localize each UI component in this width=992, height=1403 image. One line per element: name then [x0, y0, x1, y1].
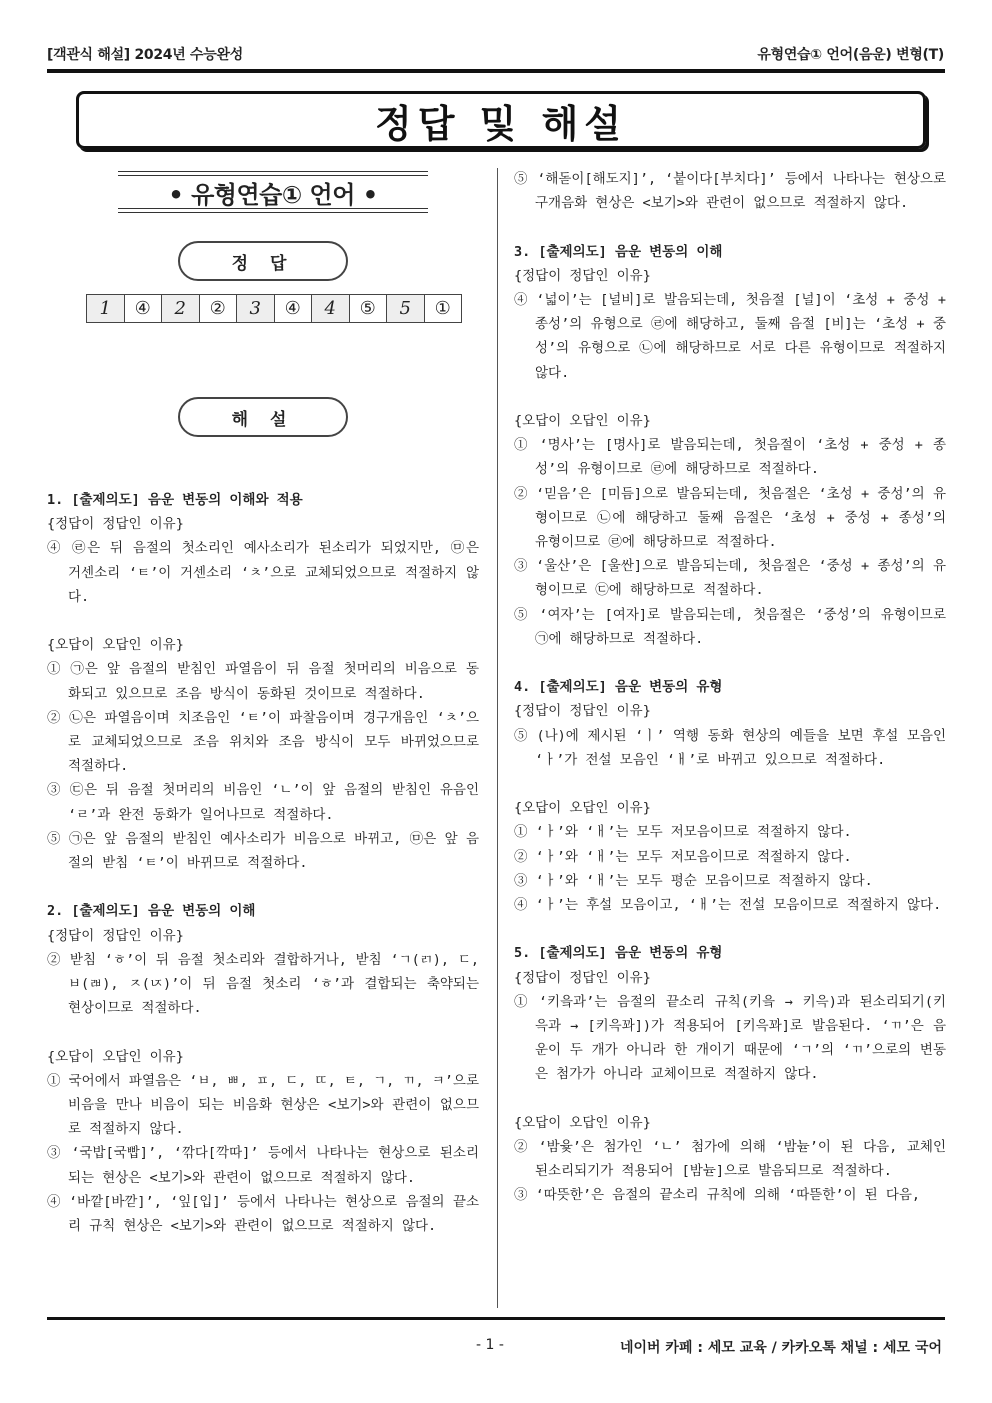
explanation-item: ⑤ ‘해돋이[해도지]’, ‘붙이다[부치다]’ 등에서 나타나는 현상으로 구개음화 현상은 <보기>와 관련이 없으므로 적절하지 않다. [514, 171, 946, 212]
subheading: {정답이 정답인 이유} [514, 267, 651, 284]
answer-question-number: 1 [87, 295, 125, 323]
paragraph-gap [514, 215, 946, 239]
answer-question-number: 2 [162, 295, 200, 323]
section-title: • 유형연습① 언어 • [118, 171, 428, 213]
header-left: [객관식 해설] 2024년 수능완성 [47, 47, 243, 63]
question-heading: 3. [출제의도] 음운 변동의 이해 [514, 243, 723, 260]
header-rule [47, 69, 945, 73]
paragraph-gap [514, 651, 946, 675]
answer-choice: ④ [124, 295, 162, 323]
explanation-item: ① ‘명사’는 [명사]로 발음되는데, 첫음절이 ‘초성 + 중성 + 종성’의 유형이므로 ㉣에 해당하므로 적절하다. [514, 437, 946, 478]
explanation-item: ② ‘밤윷’은 첨가인 ‘ㄴ’ 첨가에 의해 ‘밤뉻’이 된 다음, 교체인 된소리되기가 적용되어 [밤뉻]으로 발음되므로 적절하다. [514, 1139, 946, 1180]
subheading: {정답이 정답인 이유} [514, 969, 651, 986]
explanation-item: ③ ‘따뜻한’은 음절의 끝소리 규칙에 의해 ‘따뜯한’이 된 다음, [514, 1187, 921, 1204]
footer-rule [47, 1317, 945, 1320]
explanation-item: ② ‘믿음’은 [미듬]으로 발음되는데, 첫음절은 ‘초성 + 중성’의 유형이므로 ㉡에 해당하고 둘째 음절은 ‘초성 + 중성 + 종성’의 유형이므로 ㉣에 해당하므로 적절하다. [514, 485, 946, 551]
subheading: {정답이 정답인 이유} [47, 516, 184, 533]
explanation-item: ④ ㉣은 뒤 음절의 첫소리인 예사소리가 된소리가 되었지만, ㉤은 거센소리 ‘ㅌ’이 거센소리 ‘ㅊ’으로 교체되었으므로 적절하지 않다. [47, 540, 479, 605]
question-heading: 5. [출제의도] 음운 변동의 유형 [514, 945, 723, 962]
explanation-item: ⑤ ㉠은 앞 음절의 받침인 예사소리가 비음으로 바뀌고, ㉤은 앞 음절의 받침 ‘ㅌ’이 바뀌므로 적절하다. [47, 830, 479, 872]
paragraph-gap [47, 875, 479, 899]
question-heading: 1. [출제의도] 음운 변동의 이해와 적용 [47, 492, 303, 508]
paragraph-gap [47, 609, 479, 633]
explanation-item: ④ ‘ㅏ’는 후설 모음이고, ‘ㅐ’는 전설 모음이므로 적절하지 않다. [514, 897, 942, 914]
paragraph-gap [47, 1020, 479, 1044]
paragraph-gap [514, 917, 946, 941]
subheading: {오답이 오답인 이유} [47, 1048, 184, 1065]
answer-table [86, 294, 462, 323]
explanation-item: ⑤ (나)에 제시된 ‘ㅣ’ 역행 동화 현상의 예들을 보면 후설 모음인 ‘ㅏ’가 전설 모음인 ‘ㅐ’로 바뀌고 있으므로 적절하다. [514, 727, 946, 768]
subheading: {오답이 오답인 이유} [47, 637, 184, 654]
explanation-item: ③ ‘국밥[국빱]’, ‘깎다[깍따]’ 등에서 나타나는 현상으로 된소리 되는 현상은 <보기>와 관련이 없으므로 적절하지 않다. [47, 1145, 479, 1186]
paragraph-gap [514, 385, 946, 409]
answer-question-number: 5 [387, 295, 425, 323]
explanation-item: ① 국어에서 파열음은 ‘ㅂ, ㅃ, ㅍ, ㄷ, ㄸ, ㅌ, ㄱ, ㄲ, ㅋ’으로 비음을 만나 비음이 되는 비음화 현상은 <보기>와 관련이 없으므로 적절하지 않다. [47, 1072, 479, 1138]
question-heading: 2. [출제의도] 음운 변동의 이해 [47, 903, 256, 920]
explanation-item: ① ‘키읔과’는 음절의 끝소리 규칙(키읔 → 키윽)과 된소리되기(키윽과 → [키윽꽈])가 적용되어 [키윽꽈]로 발음된다. ‘ㄲ’은 음운이 두 개가 아니라 한 개이기 때문에 ‘ㄱ’의 ‘ㄲ’으로의 변동은 첨가가 아니라 교체이므로 적절하지 않다. [514, 993, 946, 1083]
subheading: {정답이 정답인 이유} [47, 927, 184, 944]
explanation-item: ② ㉡은 파열음이며 치조음인 ‘ㅌ’이 파찰음이며 경구개음인 ‘ㅊ’으로 교체되었으므로 조음 위치와 조음 방식이 모두 바뀌었으므로 적절하다. [47, 709, 479, 775]
answer-choice: ④ [274, 295, 312, 323]
answer-choice: ② [199, 295, 237, 323]
subheading: {정답이 정답인 이유} [514, 703, 651, 720]
explanation-item: ① ㉠은 앞 음절의 받침인 파열음이 뒤 음절 첫머리의 비음으로 동화되고 있으므로 조음 방식이 동화된 것이므로 적절하다. [47, 661, 479, 702]
paragraph-gap [514, 772, 946, 796]
explanation-item: ③ ‘ㅏ’와 ‘ㅐ’는 모두 평순 모음이므로 적절하지 않다. [514, 872, 873, 889]
question-heading: 4. [출제의도] 음운 변동의 유형 [514, 679, 723, 696]
explanation-item: ③ ㉢은 뒤 음절 첫머리의 비음인 ‘ㄴ’이 앞 음절의 받침인 유음인 ‘ㄹ’과 완전 동화가 일어나므로 적절하다. [47, 782, 479, 823]
explanation-label: 해 설 [178, 397, 348, 437]
answer-choice: ⑤ [349, 295, 387, 323]
page-title: 정답 및 해설 [76, 91, 926, 149]
right-column [514, 167, 946, 1208]
explanation-item: ② ‘ㅏ’와 ‘ㅐ’는 모두 저모음이므로 적절하지 않다. [514, 848, 852, 865]
footer-credit: 네이버 카페 : 세모 교육 / 카카오톡 채널 : 세모 국어 [619, 1340, 942, 1356]
answer-choice: ① [424, 295, 462, 323]
header-right: 유형연습① 언어(음운) 변형(T) [757, 47, 944, 63]
subheading: {오답이 오답인 이유} [514, 800, 651, 817]
answer-question-number: 3 [237, 295, 275, 323]
explanation-item: ⑤ ‘여자’는 [여자]로 발음되는데, 첫음절은 ‘중성’의 유형이므로 ㉠에 해당하므로 적절하다. [514, 606, 946, 647]
left-column [47, 488, 479, 1238]
page-number: - 1 - [476, 1337, 504, 1353]
subheading: {오답이 오답인 이유} [514, 1114, 651, 1131]
explanation-item: ④ ‘넓이’는 [널비]로 발음되는데, 첫음절 [널]이 ‘초성 + 중성 + 종성’의 유형으로 ㉣에 해당하고, 둘째 음절 [비]는 ‘초성 + 중성’의 유형으로 ㉡에 해당하므로 서로 다른 유형이므로 적절하지 않다. [514, 292, 946, 381]
paragraph-gap [514, 1087, 946, 1111]
answer-question-number: 4 [312, 295, 350, 323]
column-divider [497, 168, 498, 1308]
explanation-item: ④ ‘바깥[바깓]’, ‘잎[입]’ 등에서 나타나는 현상으로 음절의 끝소리 규칙 현상은 <보기>와 관련이 없으므로 적절하지 않다. [47, 1193, 479, 1235]
explanation-item: ② 받침 ‘ㅎ’이 뒤 음절 첫소리와 결합하거나, 받침 ‘ㄱ(ㄺ), ㄷ, ㅂ(ㄼ), ㅈ(ㄵ)’이 뒤 음절 첫소리 ‘ㅎ’과 결합되는 축약되는 현상이므로 적절하다. [47, 951, 479, 1017]
answer-label: 정 답 [178, 241, 348, 281]
explanation-item: ① ‘ㅏ’와 ‘ㅐ’는 모두 저모음이므로 적절하지 않다. [514, 824, 852, 841]
subheading: {오답이 오답인 이유} [514, 413, 651, 429]
explanation-item: ③ ‘울산’은 [울싼]으로 발음되는데, 첫음절은 ‘중성 + 종성’의 유형이므로 ㉢에 해당하므로 적절하다. [514, 558, 946, 599]
